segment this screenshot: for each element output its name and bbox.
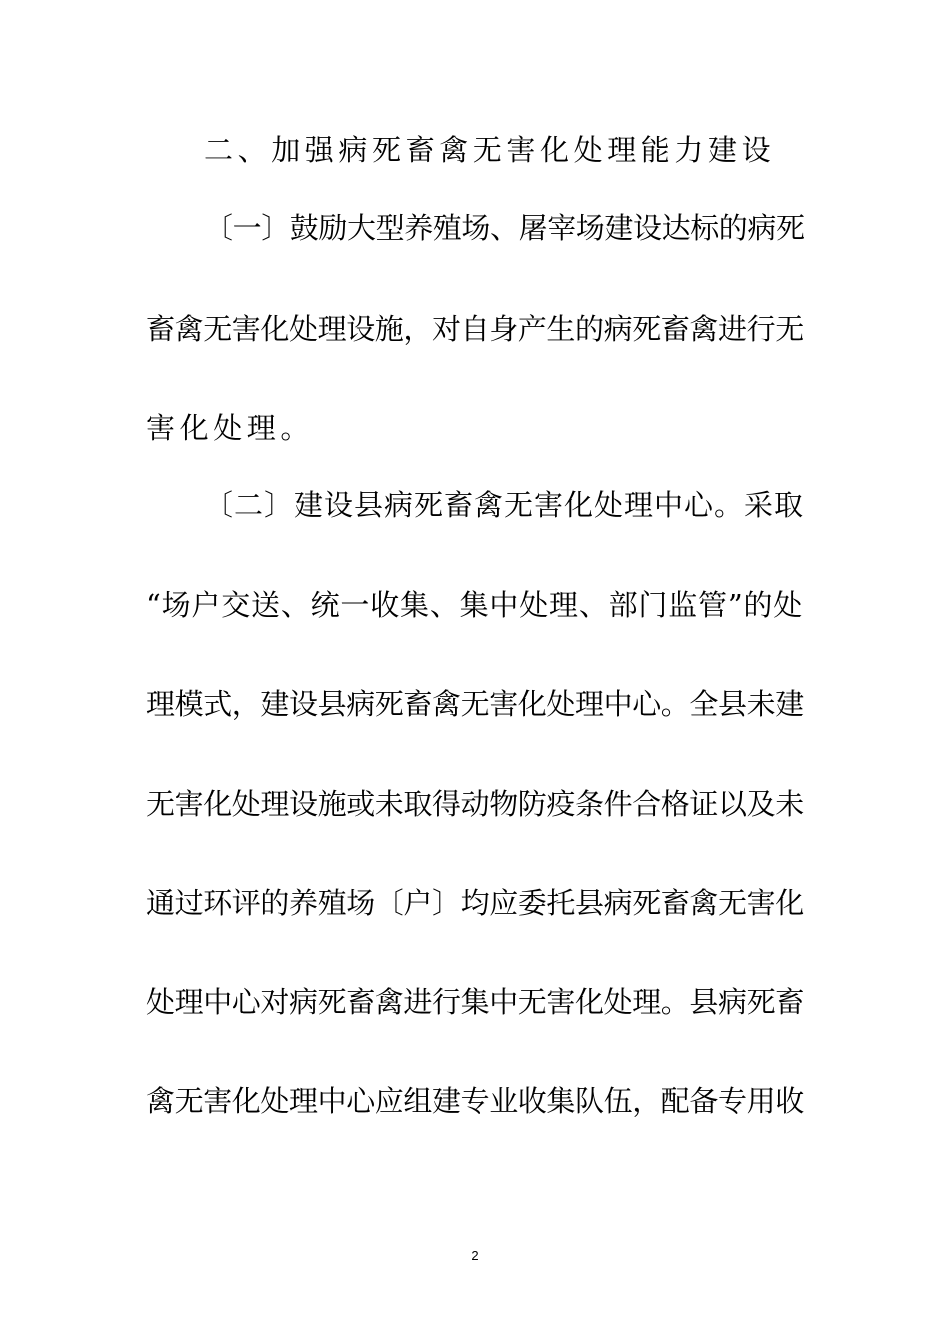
- paragraph-2-line-3: 理模式，建设县病死畜禽无害化处理中心。全县未建: [146, 687, 804, 721]
- paragraph-2-line-7: 禽无害化处理中心应组建专业收集队伍，配备专用收: [146, 1084, 804, 1118]
- paragraph-2-line-2: “场户交送、统一收集、集中处理、部门监管”的处: [146, 588, 804, 622]
- paragraph-2-line-1: 〔二〕建设县病死畜禽无害化处理中心。采取: [204, 488, 805, 522]
- paragraph-1-line-1: 〔一〕鼓励大型养殖场、屠宰场建设达标的病死: [204, 211, 805, 245]
- paragraph-2-line-4: 无害化处理设施或未取得动物防疫条件合格证以及未: [146, 787, 804, 821]
- paragraph-1-line-3: 害化处理。: [146, 411, 315, 445]
- paragraph-2-line-6: 处理中心对病死畜禽进行集中无害化处理。县病死畜: [146, 985, 804, 1019]
- section-heading: 二、加强病死畜禽无害化处理能力建设: [204, 133, 776, 167]
- page-number: 2: [471, 1248, 479, 1263]
- paragraph-2-line-5: 通过环评的养殖场〔户〕均应委托县病死畜禽无害化: [146, 886, 804, 920]
- paragraph-1-line-2: 畜禽无害化处理设施，对自身产生的病死畜禽进行无: [146, 312, 804, 346]
